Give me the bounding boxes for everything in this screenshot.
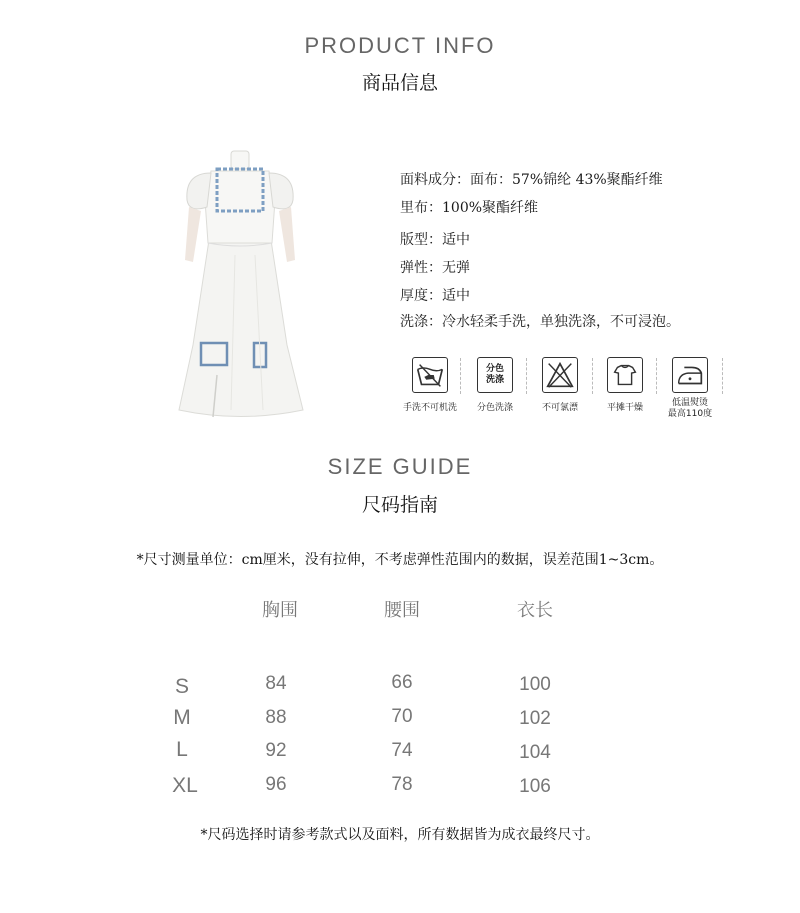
dress-product-image: [165, 145, 315, 425]
care-divider: [722, 358, 723, 394]
flat-dry-icon: [607, 357, 643, 393]
bust-value: 96: [265, 774, 287, 795]
waist-value: 74: [391, 740, 413, 761]
measurement-note: *尺寸测量单位：cm厘米，没有拉伸，不考虑弹性范围内的数据，误差范围1~3cm。: [136, 552, 664, 568]
size-selection-note: *尺码选择时请参考款式以及面料，所有数据皆为成衣最终尺寸。: [200, 827, 600, 843]
white-dress-illustration: [165, 145, 315, 425]
spec-fit: 版型：适中: [400, 232, 470, 248]
no-bleach-icon: [542, 357, 578, 393]
length-value: 100: [519, 674, 551, 695]
size-label: XL: [172, 774, 198, 797]
spec-lining: 里布：100%聚酯纤维: [400, 200, 539, 216]
care-divider: [526, 358, 527, 394]
care-label-low-iron-line2: 最高110度: [667, 409, 713, 419]
wash-separately-icon: [477, 357, 513, 393]
length-value: 102: [519, 708, 551, 729]
product-info-title-zh: 商品信息: [361, 72, 438, 94]
care-label-hand-wash: 手洗不可机洗: [402, 403, 457, 413]
low-iron-icon: [672, 357, 708, 393]
wash-separately-text-bottom: 洗涤: [485, 375, 504, 385]
waist-value: 70: [391, 706, 413, 727]
care-label-low-iron: [650, 398, 730, 420]
header-length: 衣长: [517, 600, 553, 621]
length-value: 106: [519, 776, 551, 797]
care-divider: [656, 358, 657, 394]
size-guide-title-en: SIZE GUIDE: [327, 454, 473, 479]
bust-value: 92: [265, 740, 287, 761]
product-info-title-en: PRODUCT INFO: [304, 33, 496, 58]
spec-fabric: 面料成分：面布：57%锦纶 43%聚酯纤维: [400, 172, 663, 188]
size-label: M: [173, 706, 191, 729]
care-label-low-iron-line1: 低温熨烫: [671, 398, 708, 408]
care-divider: [592, 358, 593, 394]
length-value: 104: [519, 742, 551, 763]
spec-washing: 洗涤：冷水轻柔手洗，单独洗涤，不可浸泡。: [400, 314, 680, 330]
bust-value: 84: [265, 673, 287, 694]
header-bust: 胸围: [262, 600, 298, 621]
spec-elasticity: 弹性：无弹: [400, 260, 470, 276]
care-label-no-bleach: 不可氯漂: [541, 403, 578, 413]
hand-wash-icon: [412, 357, 448, 393]
spec-thickness: 厚度：适中: [400, 288, 470, 304]
care-label-flat-dry: 平摊干燥: [606, 403, 643, 413]
waist-value: 66: [391, 672, 413, 693]
wash-separately-text-top: 分色: [485, 364, 504, 374]
care-divider: [460, 358, 461, 394]
size-label: L: [176, 738, 188, 761]
size-label: S: [174, 675, 189, 698]
care-label-wash-separately: 分色洗涤: [476, 403, 513, 413]
waist-value: 78: [391, 774, 413, 795]
bust-value: 88: [265, 707, 287, 728]
size-guide-title-zh: 尺码指南: [361, 494, 438, 516]
header-waist: 腰围: [384, 600, 420, 621]
